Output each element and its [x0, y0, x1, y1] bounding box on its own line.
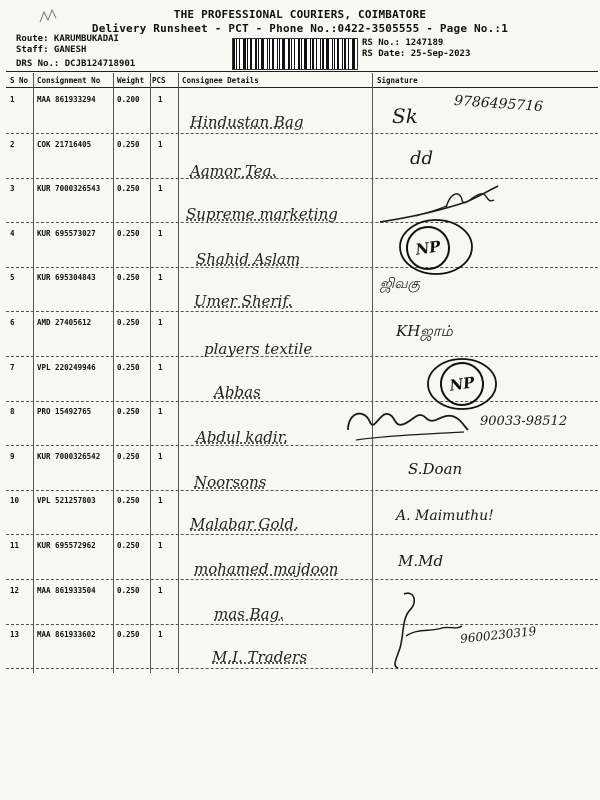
barcode-bar: [258, 39, 259, 69]
barcode-bar: [326, 39, 329, 69]
table-top-rule: [6, 71, 598, 72]
row-separator: [6, 579, 598, 580]
row-separator: [6, 624, 598, 625]
signature: S.Doan: [408, 460, 463, 478]
handwritten-consignee: Shahid Aslam: [196, 250, 301, 268]
handwritten-consignee: Malabar Gold.: [190, 515, 299, 533]
handwritten-consignee: players textile: [204, 340, 313, 358]
row-weight: 0.250: [117, 452, 140, 461]
row-pcs: 1: [158, 229, 163, 238]
barcode-bar: [236, 69, 237, 70]
signature-scribble: [344, 400, 474, 450]
row-weight: 0.250: [117, 273, 140, 282]
barcode-bar: [332, 39, 333, 69]
barcode-bar: [236, 39, 237, 69]
signature: KHஜாம்: [396, 322, 453, 340]
row-consignment-no: MAA 861933294: [37, 95, 96, 104]
barcode-bar: [239, 39, 240, 69]
row-separator: [6, 490, 598, 491]
barcode-bar: [348, 39, 349, 69]
rs-date: RS Date: 25-Sep-2023: [362, 49, 471, 59]
row-consignment-no: VPL 521257803: [37, 496, 96, 505]
row-weight: 0.200: [117, 95, 140, 104]
signature-phone: 9786495716: [453, 92, 544, 116]
row-sno: 11: [10, 541, 20, 550]
barcode-bar: [250, 39, 252, 69]
row-weight: 0.250: [117, 630, 140, 639]
row-sno: 8: [10, 407, 15, 416]
row-sno: 6: [10, 318, 15, 327]
col-pcs-header: PCS: [152, 76, 166, 85]
table-header-rule: [6, 87, 598, 88]
barcode-bar: [316, 39, 317, 69]
barcode-bar: [298, 39, 300, 69]
stamp-circle-icon: [396, 216, 476, 278]
col-divider: [150, 73, 151, 673]
col-consignment-header: Consignment No: [37, 76, 101, 85]
barcode-bar: [267, 39, 268, 69]
row-sno: 10: [10, 496, 20, 505]
row-pcs: 1: [158, 496, 163, 505]
barcode-bar: [342, 39, 343, 69]
barcode-bar: [240, 69, 242, 70]
barcode-bar: [282, 39, 285, 69]
rs-number: RS No.: 1247189: [362, 38, 444, 48]
row-weight: 0.250: [117, 184, 140, 193]
signature-scribble: [384, 588, 464, 672]
row-sno: 7: [10, 363, 15, 372]
handwritten-consignee: Abbas: [214, 383, 261, 401]
col-divider: [113, 73, 114, 673]
handwritten-consignee: Umer Sherif.: [194, 292, 293, 310]
signature-phone: 90033-98512: [480, 414, 568, 429]
route-label: Route: KARUMBUKADAI: [16, 34, 119, 44]
barcode-bar: [304, 39, 307, 69]
row-sno: 12: [10, 586, 20, 595]
row-consignment-no: PRO 15492765: [37, 407, 92, 416]
barcode-bar: [246, 69, 247, 70]
row-consignment-no: KUR 695304843: [37, 273, 96, 282]
col-weight-header: Weight: [117, 76, 145, 85]
row-pcs: 1: [158, 452, 163, 461]
col-divider: [178, 73, 179, 673]
row-pcs: 1: [158, 95, 163, 104]
barcode-bar: [247, 39, 248, 69]
row-weight: 0.250: [117, 229, 140, 238]
barcode-bar: [352, 39, 355, 69]
col-consignee-header: Consignee Details: [182, 76, 259, 85]
row-separator: [6, 178, 598, 179]
row-consignment-no: MAA 861933602: [37, 630, 96, 639]
row-separator: [6, 534, 598, 535]
barcode-bar: [277, 39, 278, 69]
barcode-bar: [291, 39, 292, 69]
row-pcs: 1: [158, 586, 163, 595]
signature: M.Md: [398, 552, 444, 570]
row-weight: 0.250: [117, 407, 140, 416]
barcode-bar: [310, 39, 311, 69]
row-separator: [6, 133, 598, 134]
runsheet-title: Delivery Runsheet - PCT - Phone No.:0422-3505555 - Page No.:1: [91, 22, 509, 35]
barcode-bar: [255, 39, 257, 69]
row-pcs: 1: [158, 541, 163, 550]
signature: A. Maimuthu!: [396, 508, 494, 524]
row-pcs: 1: [158, 363, 163, 372]
barcode-bar: [269, 39, 270, 69]
handwritten-consignee: mohamed majdoon: [194, 560, 339, 578]
barcode-bar: [243, 39, 246, 69]
barcode-bar: [320, 39, 321, 69]
barcode-bar: [337, 39, 339, 69]
barcode-bar: [322, 39, 324, 69]
barcode-bar: [288, 39, 290, 69]
row-pcs: 1: [158, 318, 163, 327]
signature: ஜிவகு: [380, 276, 420, 292]
row-separator: [6, 401, 598, 402]
row-sno: 1: [10, 95, 15, 104]
handwritten-consignee: Aamor Tea.: [190, 162, 277, 180]
barcode-bar: [279, 39, 280, 69]
col-divider: [33, 73, 34, 673]
handwritten-consignee: Abdul kadir.: [196, 428, 288, 446]
row-weight: 0.250: [117, 318, 140, 327]
drs-number: DRS No.: DCJB124718901: [16, 59, 136, 69]
signature: dd: [410, 148, 434, 169]
barcode-bar: [344, 39, 346, 69]
row-consignment-no: AMD 27405612: [37, 318, 92, 327]
staff-label: Staff: GANESH: [16, 45, 87, 55]
row-consignment-no: KUR 695572962: [37, 541, 96, 550]
barcode-bar: [233, 39, 235, 69]
row-sno: 4: [10, 229, 15, 238]
row-separator: [6, 668, 598, 669]
row-consignment-no: KUR 7000326543: [37, 184, 101, 193]
col-sno-header: S No: [10, 76, 29, 85]
row-sno: 5: [10, 273, 15, 282]
row-pcs: 1: [158, 273, 163, 282]
barcode-bar: [334, 39, 335, 69]
row-separator: [6, 311, 598, 312]
handwritten-consignee: Hindustan Bag: [190, 113, 304, 131]
row-sno: 3: [10, 184, 15, 193]
barcode-bar: [233, 69, 234, 70]
handwritten-consignee: mas Bag.: [214, 605, 284, 623]
row-weight: 0.250: [117, 541, 140, 550]
handwritten-consignee: M.I. Traders: [212, 648, 308, 666]
row-weight: 0.250: [117, 496, 140, 505]
barcode-bar: [312, 39, 314, 69]
row-pcs: 1: [158, 184, 163, 193]
row-separator: [6, 267, 598, 268]
barcode-bar: [243, 69, 244, 70]
row-consignment-no: KUR 695573027: [37, 229, 96, 238]
row-pcs: 1: [158, 140, 163, 149]
row-weight: 0.250: [117, 586, 140, 595]
row-sno: 13: [10, 630, 20, 639]
row-weight: 0.250: [117, 363, 140, 372]
col-divider: [372, 73, 373, 673]
barcode-bar: [250, 69, 252, 70]
signature: Sk: [392, 104, 418, 128]
row-consignment-no: VPL 220249946: [37, 363, 96, 372]
row-sno: 9: [10, 452, 15, 461]
delivery-stamp: NP: [437, 359, 487, 409]
row-pcs: 1: [158, 407, 163, 416]
row-pcs: 1: [158, 630, 163, 639]
signature-phone: 9600230319: [459, 624, 537, 646]
row-consignment-no: COK 21716405: [37, 140, 92, 149]
barcode-bar: [294, 39, 295, 69]
company-title: THE PROFESSIONAL COURIERS, COIMBATORE: [173, 8, 427, 21]
barcode-bar: [272, 39, 274, 69]
barcode-bar: [301, 39, 302, 69]
row-consignment-no: KUR 7000326542: [37, 452, 101, 461]
row-separator: [6, 445, 598, 446]
handwritten-consignee: Noorsons: [194, 473, 267, 491]
col-signature-header: Signature: [377, 76, 418, 85]
row-weight: 0.250: [117, 140, 140, 149]
row-sno: 2: [10, 140, 15, 149]
barcode: [232, 38, 358, 70]
handwritten-consignee: Supreme marketing: [186, 205, 338, 223]
row-consignment-no: MAA 861933504: [37, 586, 96, 595]
delivery-stamp: NP: [403, 223, 453, 273]
barcode-bar: [261, 39, 264, 69]
